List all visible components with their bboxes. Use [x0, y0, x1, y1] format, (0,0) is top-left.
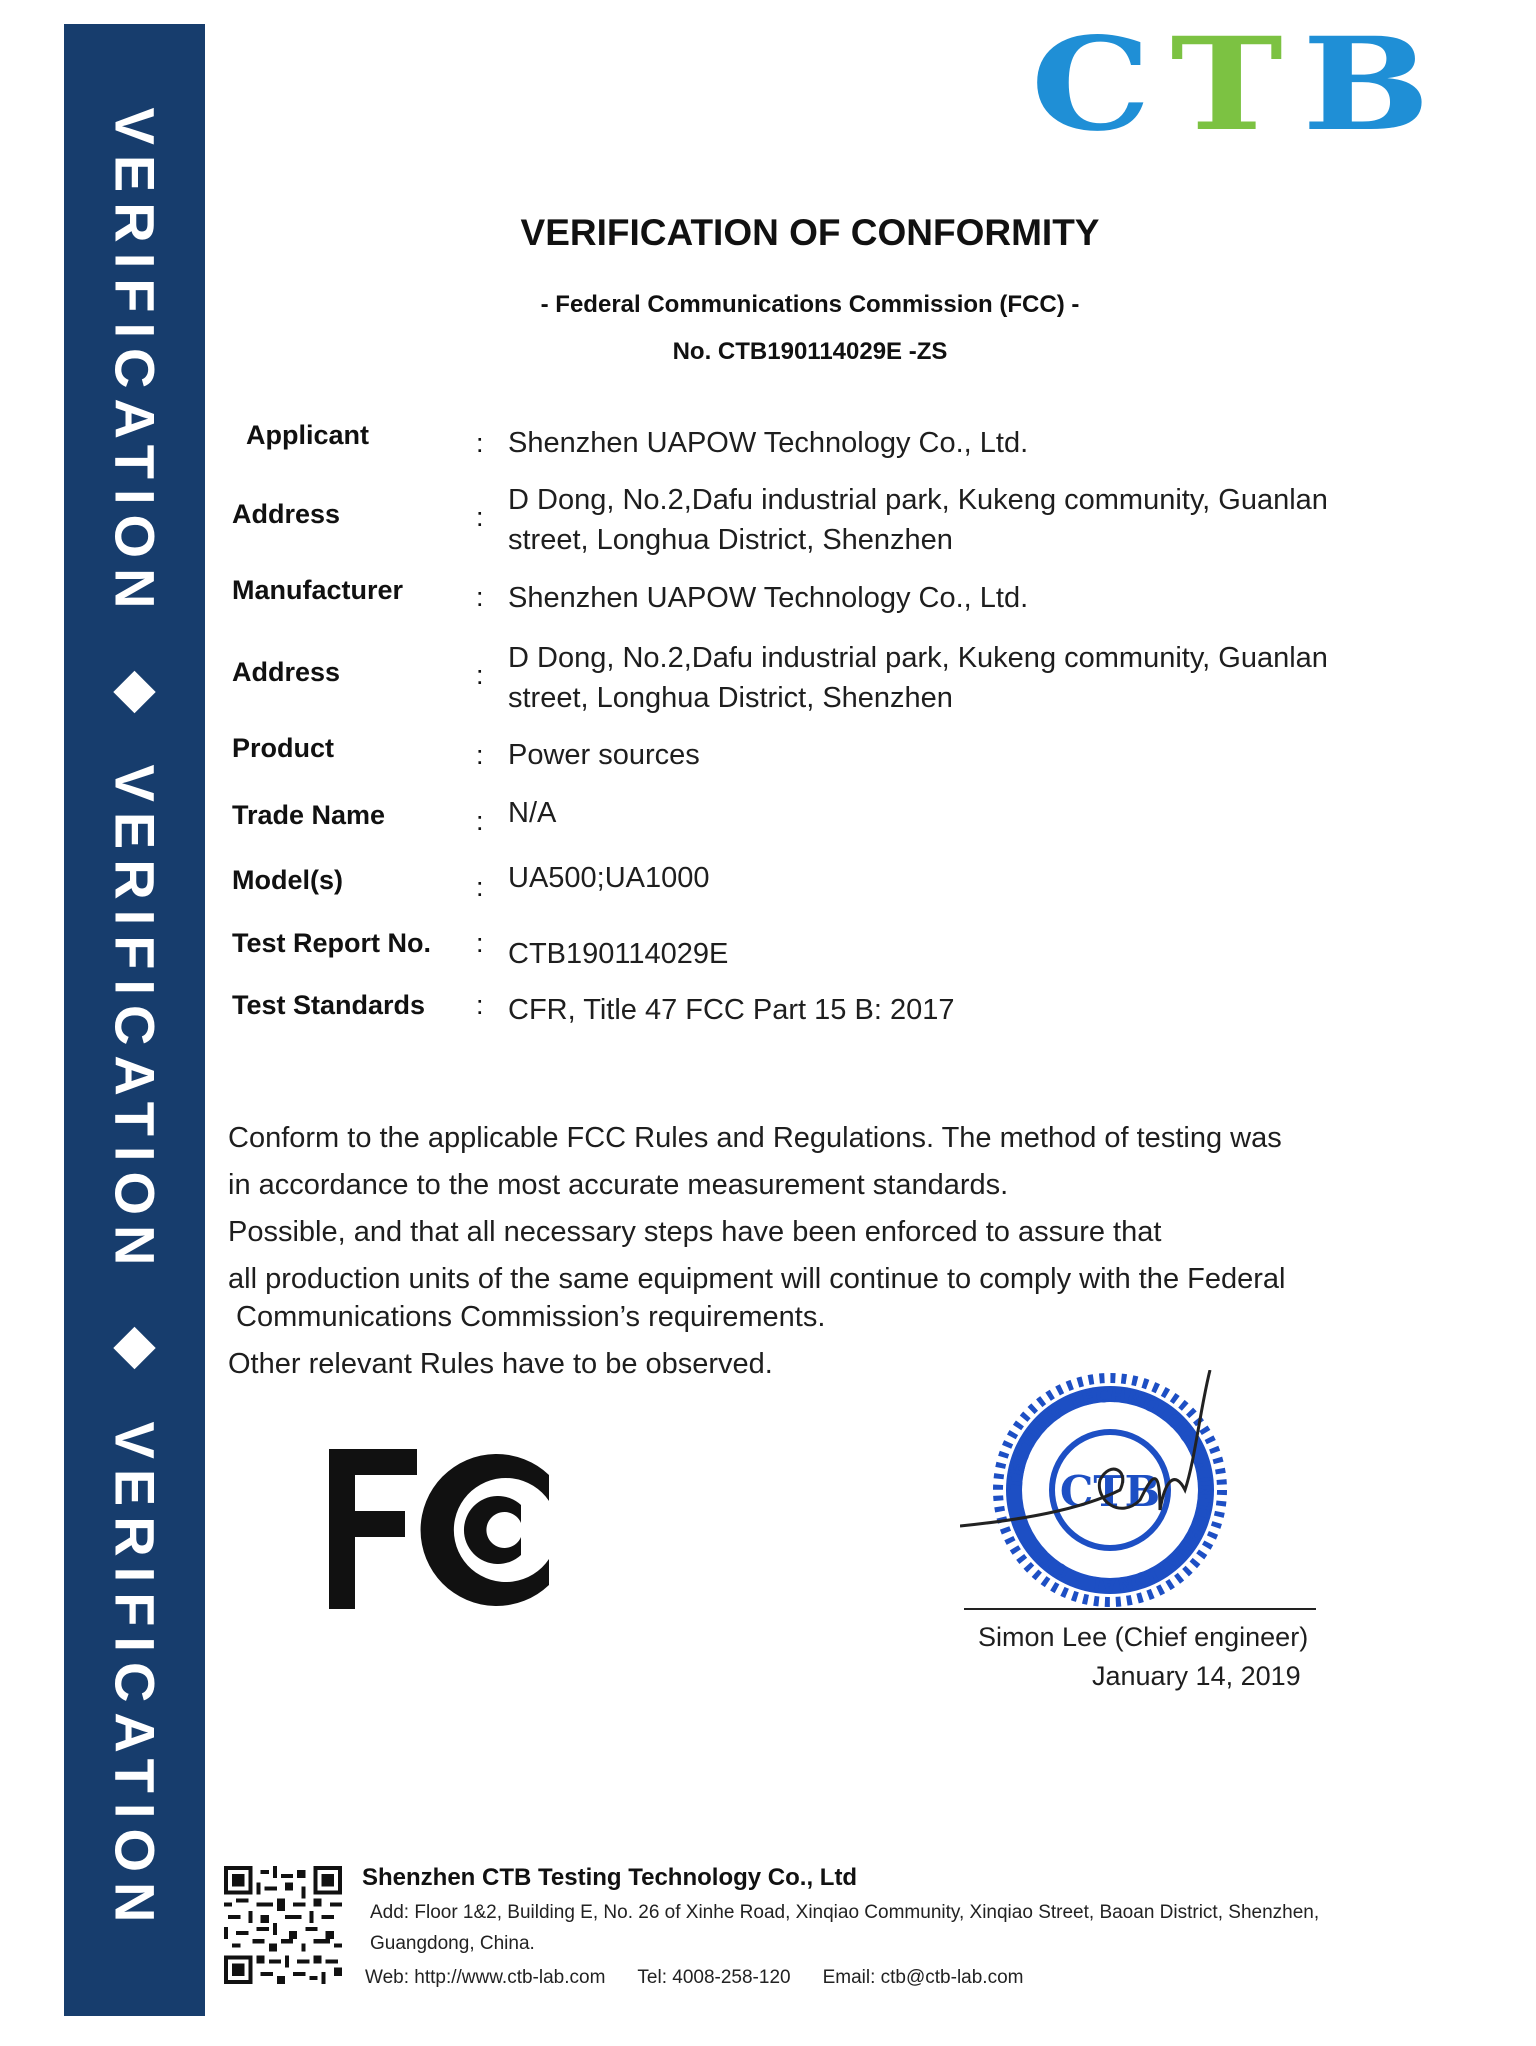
field-value-trade-name: N/A: [508, 797, 557, 829]
qr-code: [224, 1866, 342, 1984]
statement-line: in accordance to the most accurate measurement standards.: [228, 1169, 1009, 1201]
field-colon: :: [476, 660, 484, 690]
banner-word: VERIFICATION: [103, 1421, 166, 1933]
ctb-logo: [1030, 10, 1430, 160]
field-label-applicant: Applicant: [246, 420, 370, 450]
field-label-applicant-address: Address: [232, 499, 341, 529]
logo-letter-t: T: [1170, 10, 1284, 160]
address-line: street, Longhua District, Shenzhen: [508, 682, 953, 714]
seal-ring-text: TESTING TECHNOLOGY · INTERNATIONAL · CTB: [1004, 1384, 1216, 1596]
field-colon: :: [476, 502, 484, 532]
field-value-product: Power sources: [508, 739, 700, 771]
document-subtitle: - Federal Communications Commission (FCC) -: [540, 291, 1080, 318]
statement-line: Communications Commission’s requirements.: [228, 1301, 826, 1333]
field-value-manufacturer-address: [508, 638, 1408, 718]
field-value-applicant-address: [508, 480, 1408, 560]
certificate-number: No. CTB190114029E -ZS: [672, 338, 948, 365]
field-colon: :: [476, 806, 484, 836]
field-colon: :: [476, 990, 484, 1020]
field-label-manufacturer: Manufacturer: [232, 575, 404, 605]
field-value-applicant: Shenzhen UAPOW Technology Co., Ltd.: [508, 427, 1029, 459]
field-label-test-report-no: Test Report No.: [232, 928, 432, 958]
signature-line: [964, 1608, 1316, 1610]
field-label-manufacturer-address: Address: [232, 657, 341, 687]
footer-address-line: Guangdong, China.: [370, 1933, 535, 1954]
statement-line: Conform to the applicable FCC Rules and Regulations. The method of testing was: [228, 1122, 1282, 1154]
footer-company-name: Shenzhen CTB Testing Technology Co., Ltd: [362, 1864, 858, 1891]
signature-date: January 14, 2019: [1092, 1661, 1301, 1691]
statement-line: all production units of the same equipment will continue to comply with the Federal: [228, 1263, 1286, 1295]
footer-contact: [365, 1967, 1023, 1989]
field-value-test-report-no: CTB190114029E: [508, 938, 729, 970]
field-label-product: Product: [232, 733, 335, 763]
field-value-test-standards: CFR, Title 47 FCC Part 15 B: 2017: [508, 994, 955, 1026]
field-label-trade-name: Trade Name: [232, 800, 386, 830]
footer-address-line: Add: Floor 1&2, Building E, No. 26 of Xinhe Road, Xinqiao Community, Xinqiao Street, Baoan District, Shenzhen,: [370, 1902, 1320, 1923]
address-line: D Dong, No.2,Dafu industrial park, Kukeng community, Guanlan: [508, 642, 1328, 674]
ctb-seal-stamp: [960, 1370, 1260, 1610]
footer-web-link[interactable]: Web: http://www.ctb-lab.com: [365, 1967, 606, 1988]
signer-name: Simon Lee (Chief engineer): [978, 1622, 1309, 1652]
verification-banner: [64, 24, 205, 2016]
banner-text: [64, 24, 205, 2016]
diamond-icon: [113, 1327, 155, 1369]
field-value-models: UA500;UA1000: [508, 862, 710, 894]
field-value-manufacturer: Shenzhen UAPOW Technology Co., Ltd.: [508, 582, 1029, 614]
banner-word: VERIFICATION: [103, 764, 166, 1276]
field-label-models: Model(s): [232, 865, 343, 895]
banner-word: VERIFICATION: [103, 107, 166, 619]
field-colon: :: [476, 740, 484, 770]
footer-email-link[interactable]: Email: ctb@ctb-lab.com: [822, 1967, 1024, 1988]
fcc-logo: [325, 1445, 555, 1615]
field-colon: :: [476, 928, 484, 958]
field-colon: :: [476, 872, 484, 902]
field-colon: :: [476, 428, 484, 458]
address-line: street, Longhua District, Shenzhen: [508, 524, 953, 556]
statement-line: Possible, and that all necessary steps have been enforced to assure that: [228, 1216, 1162, 1248]
logo-letter-c: C: [1030, 10, 1152, 160]
diamond-icon: [113, 670, 155, 712]
seal-center-text: CTB: [1059, 1467, 1161, 1516]
statement-line: Other relevant Rules have to be observed.: [228, 1348, 773, 1380]
logo-letter-b: B: [1302, 10, 1430, 160]
address-line: D Dong, No.2,Dafu industrial park, Kukeng community, Guanlan: [508, 484, 1328, 516]
field-colon: :: [476, 582, 484, 612]
field-label-test-standards: Test Standards: [232, 990, 426, 1020]
footer-tel: Tel: 4008-258-120: [637, 1967, 791, 1988]
document-title: VERIFICATION OF CONFORMITY: [520, 212, 1100, 253]
